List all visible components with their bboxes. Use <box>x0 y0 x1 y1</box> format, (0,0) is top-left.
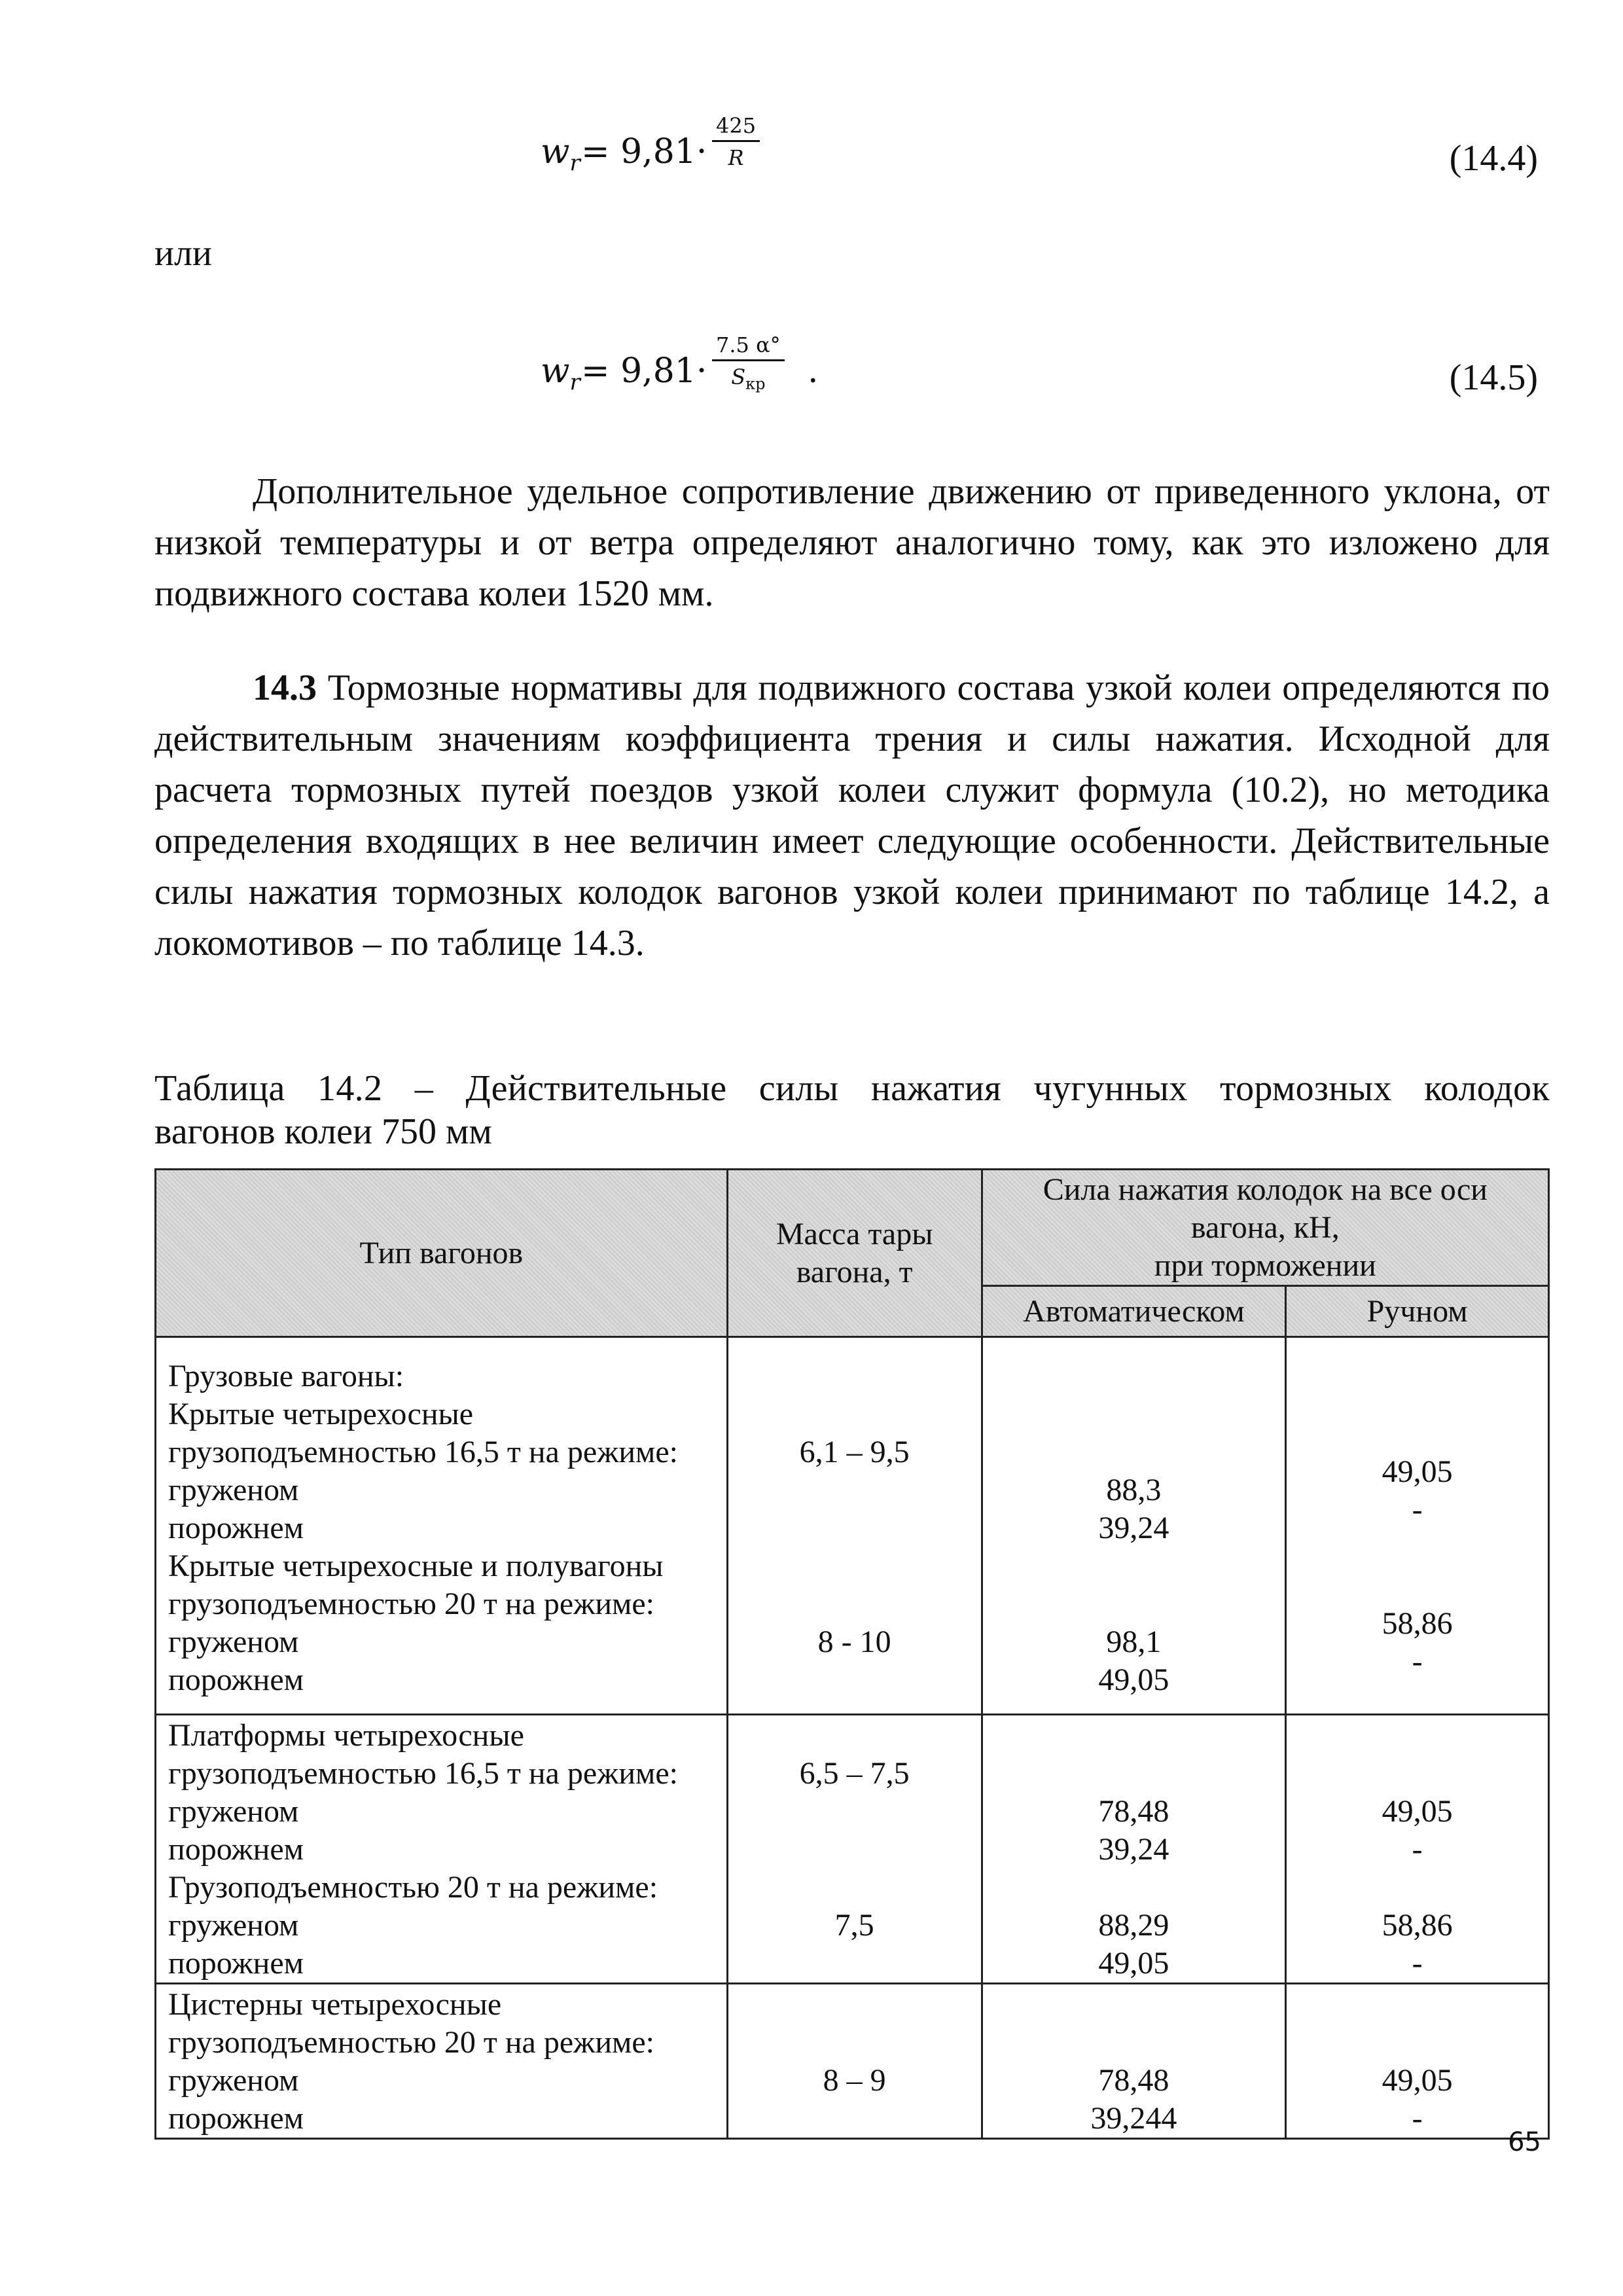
paragraph-body: Тормозные нормативы для подвижного состава узкой колеи определяются по действительным значениям коэффициента трения и силы нажатия. Исходной для расчета тормозных путей поездов узкой колеи служит формула (10.2), но методика определения входящих в нее величин имеет следующие особенности. Действительные силы нажатия тормозных колодок вагонов узкой колеи принимают по таблице 14.2, а локомотивов – по таблице 14.3. <box>154 668 1550 963</box>
caption-line-1: Таблица 14.2 – Действительные силы нажатия чугунных тормозных колодок <box>154 1068 1550 1109</box>
header-manual: Ручном <box>1286 1286 1549 1337</box>
fraction-denominator: R <box>728 145 744 170</box>
paragraph-brake-norms <box>154 662 1550 969</box>
cell-automatic: 78,48 39,244 <box>982 1984 1286 2139</box>
header-brake-force: Сила нажатия колодок на все оси вагона, кН, при торможении <box>982 1170 1548 1286</box>
formula-lhs: $w_r$ <box>541 351 580 396</box>
page-number: 65 <box>1508 2127 1541 2157</box>
cell-tare-mass: 8 – 9 <box>727 1984 982 2139</box>
paragraph-text: Дополнительное удельное сопротивление движению от приведенного уклона, от низкой температуры и от ветра определяют аналогично тому, как это изложено для подвижного состава колеи 1520 мм. <box>154 471 1550 614</box>
cell-wagon-type: Платформы четырехосные грузоподъемностью 16,5 т на режиме: груженом порожнем Грузоподъемностью 20 т на режиме: груженом порожнем <box>156 1715 728 1984</box>
paragraph-text <box>154 662 1550 969</box>
formula-lhs: $w_r$ <box>541 132 580 177</box>
table-row <box>156 1337 1549 1715</box>
fraction-numerator: 7.5 α° <box>716 332 781 357</box>
table-header-row <box>156 1170 1549 1286</box>
formula-fraction <box>712 111 760 171</box>
header-automatic: Автоматическом <box>982 1286 1286 1337</box>
table-row <box>156 1715 1549 1984</box>
formula-14-4 <box>0 111 1623 209</box>
caption-line-2: вагонов колеи 750 мм <box>154 1111 492 1152</box>
cell-wagon-type: Грузовые вагоны: Крытые четырехосные грузоподъемностью 16,5 т на режиме: груженом порожнем Крытые четырехосные и полувагоны грузоподъемностью 20 т на режиме: груженом порожнем <box>156 1337 728 1715</box>
cell-manual: 49,05 - 58,86 - <box>1286 1337 1549 1715</box>
cell-tare-mass: 6,5 – 7,5 7,5 <box>727 1715 982 1984</box>
header-wagon-type: Тип вагонов <box>156 1170 728 1337</box>
formula-14-5 <box>0 331 1623 429</box>
fraction-denominator: $S_{кр}$ <box>731 365 766 393</box>
paragraph-additional-resistance <box>154 466 1550 619</box>
formula-number: (14.5) <box>1449 357 1538 398</box>
cell-tare-mass: 6,1 – 9,5 8 - 10 <box>727 1337 982 1715</box>
formula-coefficient: = 9,81· <box>581 132 707 171</box>
cell-automatic: 78,48 39,24 88,29 49,05 <box>982 1715 1286 1984</box>
cell-wagon-type: Цистерны четырехосные грузоподъемностью 20 т на режиме: груженом порожнем <box>156 1984 728 2139</box>
table-caption <box>154 1067 1550 1153</box>
cell-automatic: 88,3 39,24 98,1 49,05 <box>982 1337 1286 1715</box>
brake-force-table <box>154 1168 1550 2140</box>
connector-word: или <box>154 233 212 274</box>
section-number: 14.3 <box>253 668 317 708</box>
formula-coefficient: = 9,81· <box>581 351 707 391</box>
formula-fraction <box>712 331 785 393</box>
cell-manual: 49,05 - 58,86 - <box>1286 1715 1549 1984</box>
formula-number: (14.4) <box>1449 138 1538 179</box>
formula-period: . <box>808 351 819 391</box>
cell-manual: 49,05 - <box>1286 1984 1549 2139</box>
table-row <box>156 1984 1549 2139</box>
fraction-numerator: 425 <box>716 113 757 138</box>
header-tare-mass: Масса тары вагона, т <box>727 1170 982 1337</box>
